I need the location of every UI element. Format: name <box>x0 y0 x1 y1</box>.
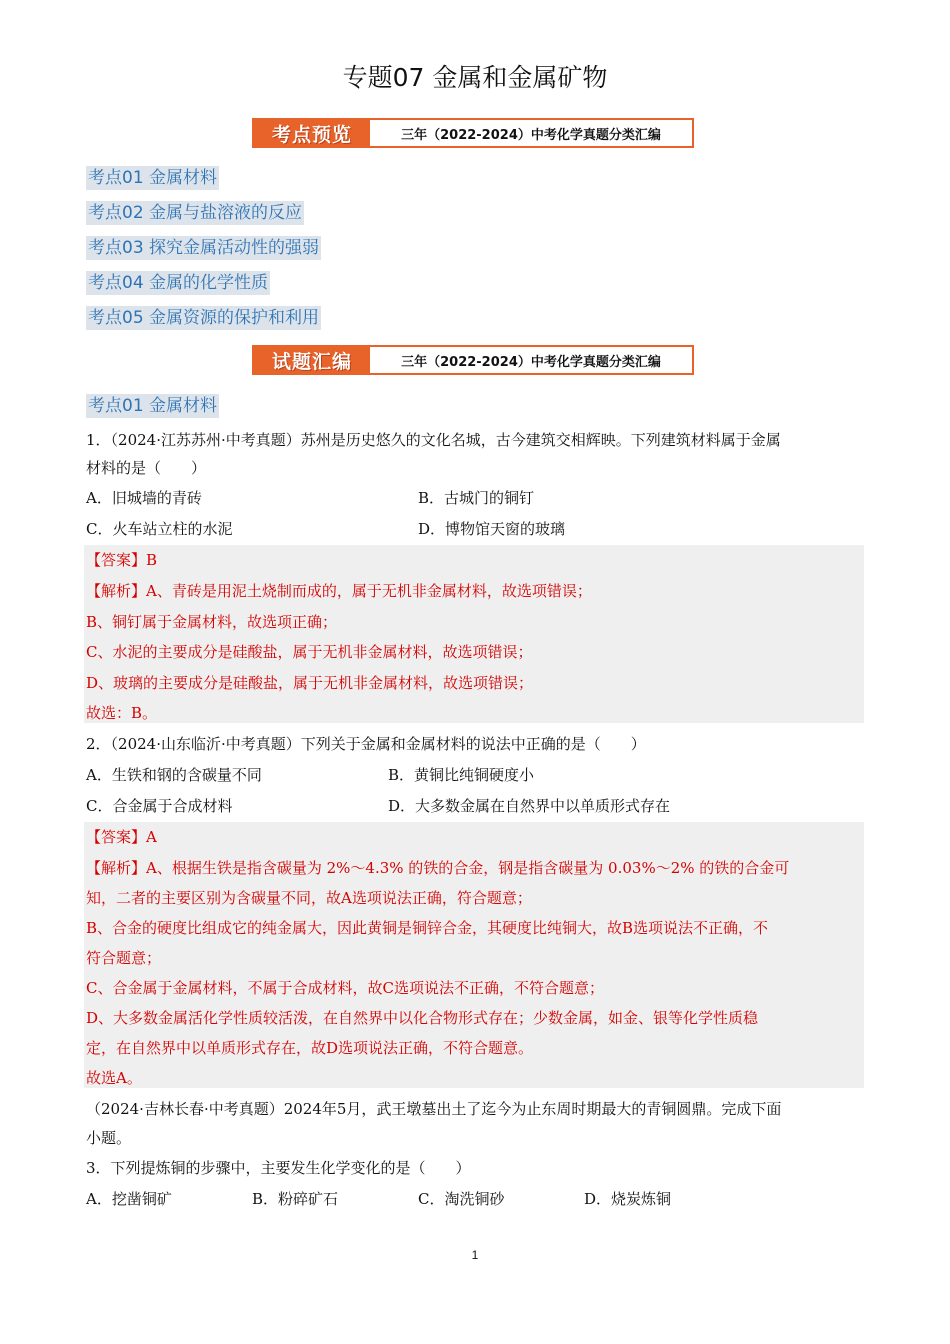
q1-explanation-line4: D、玻璃的主要成分是硅酸盐，属于无机非金属材料，故选项错误； <box>86 674 534 692</box>
topic-link-03[interactable]: 考点03 探究金属活动性的强弱 <box>88 238 320 258</box>
q1-option-c: C．火车站立柱的水泥 <box>86 520 233 538</box>
page-title: 专题07 金属和金属矿物 <box>342 63 608 92</box>
q2-answer: 【答案】A <box>86 828 157 846</box>
preview-banner <box>252 118 694 148</box>
section-heading-01: 考点01 金属材料 <box>88 396 218 416</box>
topic-link-02[interactable]: 考点02 金属与盐溶液的反应 <box>88 203 303 223</box>
q2-option-d: D．大多数金属在自然界中以单质形式存在 <box>388 797 671 815</box>
q1-stem-line1: 1．（2024·江苏苏州·中考真题）苏州是历史悠久的文化名城，古今建筑交相辉映。下列建筑材料属于金属 <box>86 431 781 449</box>
topic-link-04[interactable]: 考点04 金属的化学性质 <box>88 273 269 293</box>
q3-option-b: B．粉碎矿石 <box>252 1190 339 1208</box>
topic-link-01[interactable]: 考点01 金属材料 <box>88 168 218 188</box>
q2-explanation-line5: C、合金属于金属材料，不属于合成材料，故C选项说法不正确，不符合题意； <box>86 979 604 997</box>
q2-stem: 2．（2024·山东临沂·中考真题）下列关于金属和金属材料的说法中正确的是（ ） <box>86 735 646 753</box>
exercises-banner-subtitle: 三年（2022-2024）中考化学真题分类汇编 <box>401 354 661 370</box>
q1-stem-line2: 材料的是（ ） <box>86 459 207 477</box>
q2-explanation-line2: 知，二者的主要区别为含碳量不同，故A选项说法正确，符合题意； <box>86 889 532 907</box>
q2-option-b: B．黄铜比纯铜硬度小 <box>388 766 535 784</box>
q2-explanation-line3: B、合金的硬度比组成它的纯金属大，因此黄铜是铜锌合金，其硬度比纯铜大，故B选项说法不正确，不 <box>86 919 769 937</box>
topic-link-05[interactable]: 考点05 金属资源的保护和利用 <box>88 308 320 328</box>
q3-option-d: D．烧炭炼铜 <box>584 1190 672 1208</box>
exercises-banner-tag: 试题汇编 <box>254 347 370 373</box>
q2-explanation-line4: 符合题意； <box>86 949 162 967</box>
q3-stem: 3．下列提炼铜的步骤中，主要发生化学变化的是（ ） <box>86 1159 471 1177</box>
q1-explanation-line1: 【解析】A、青砖是用泥土烧制而成的，属于无机非金属材料，故选项错误； <box>86 582 592 600</box>
q1-explanation-line3: C、水泥的主要成分是硅酸盐，属于无机非金属材料，故选项错误； <box>86 643 533 661</box>
q1-explanation-line2: B、铜钉属于金属材料，故选项正确； <box>86 613 338 631</box>
q3-option-c: C．淘洗铜砂 <box>418 1190 505 1208</box>
q1-explanation-line5: 故选：B。 <box>86 704 158 722</box>
q2-explanation-line1: 【解析】A、根据生铁是指含碳量为 2%～4.3% 的铁的合金，钢是指含碳量为 0.03%～2% 的铁的合金可 <box>86 859 790 877</box>
q1-answer-box <box>84 545 864 723</box>
q2-explanation-line8: 故选A。 <box>86 1069 142 1087</box>
q3-intro-line1: （2024·吉林长春·中考真题）2024年5月，武王墩墓出土了迄今为止东周时期最大的青铜圆鼎。完成下面 <box>86 1100 782 1118</box>
preview-banner-tag: 考点预览 <box>254 120 370 146</box>
q1-answer: 【答案】B <box>86 551 158 569</box>
exercises-banner <box>252 345 694 375</box>
q2-explanation-line6: D、大多数金属活化学性质较活泼，在自然界中以化合物形式存在；少数金属，如金、银等化学性质稳 <box>86 1009 759 1027</box>
page-number: 1 <box>471 1248 479 1262</box>
q1-option-a: A．旧城墙的青砖 <box>86 489 202 507</box>
q2-explanation-line7: 定，在自然界中以单质形式存在，故D选项说法正确，不符合题意。 <box>86 1039 534 1057</box>
q1-option-d: D．博物馆天窗的玻璃 <box>418 520 566 538</box>
q3-option-a: A．挖凿铜矿 <box>86 1190 172 1208</box>
q2-option-a: A．生铁和钢的含碳量不同 <box>86 766 262 784</box>
q2-option-c: C．合金属于合成材料 <box>86 797 233 815</box>
q3-intro-line2: 小题。 <box>86 1129 132 1147</box>
q1-option-b: B．古城门的铜钉 <box>418 489 535 507</box>
preview-banner-subtitle: 三年（2022-2024）中考化学真题分类汇编 <box>401 127 661 143</box>
